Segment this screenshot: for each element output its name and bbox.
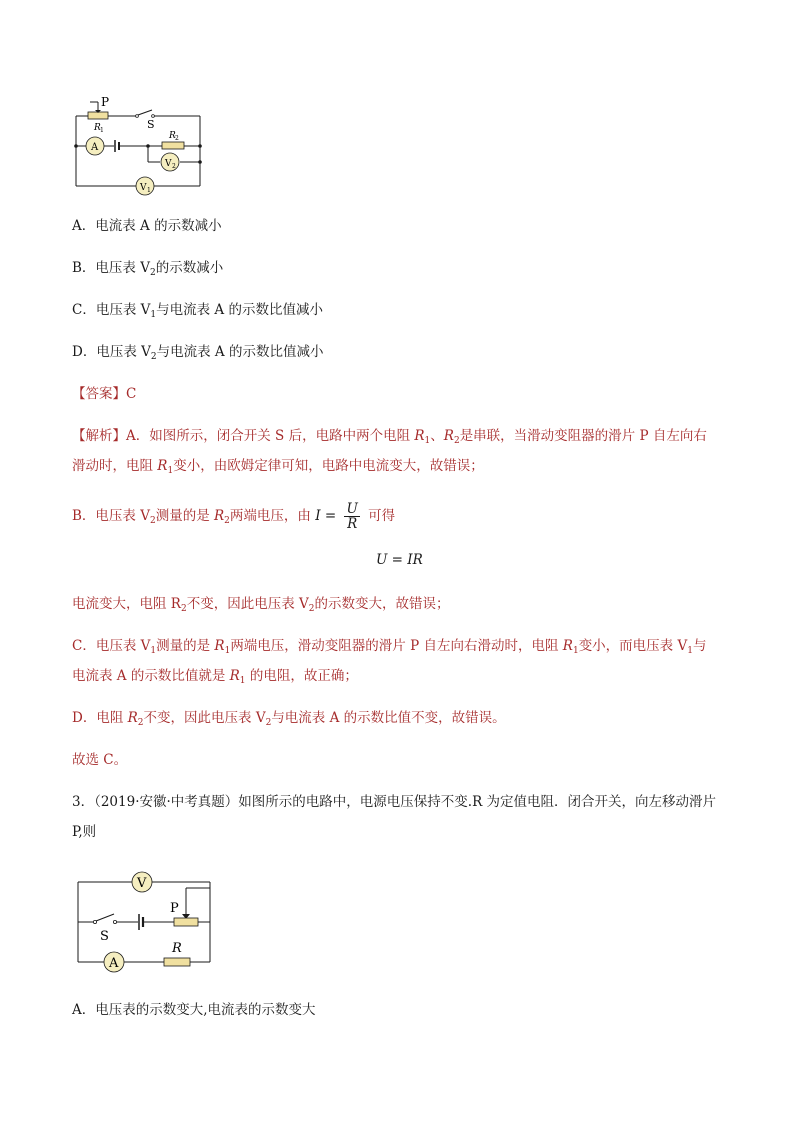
- svg-text:1: 1: [147, 187, 151, 194]
- analysis-a-line1: 【解析】A．如图所示，闭合开关 S 后，电路中两个电阻 $R_1$、$R_2$是串联，当滑动变阻器的滑片 P 自左向右: [72, 428, 707, 446]
- ohms-law-fraction: $\frac{U}{R}$: [346, 501, 358, 532]
- svg-text:V: V: [137, 876, 147, 891]
- option-d: D．电压表 $V_2$与电流表 A 的示数比值减小: [72, 344, 324, 362]
- svg-text:R: R: [169, 131, 176, 141]
- svg-text:1: 1: [100, 127, 104, 134]
- svg-text:R: R: [94, 123, 101, 133]
- svg-text:V: V: [165, 159, 172, 169]
- svg-text:2: 2: [172, 163, 176, 170]
- svg-text:V: V: [140, 183, 147, 193]
- formula: U = IR: [376, 552, 423, 568]
- option-3-a: A．电压表的示数变大,电流表的示数变大: [72, 1002, 316, 1018]
- resistor-r: [164, 958, 190, 966]
- svg-text:S: S: [100, 929, 109, 944]
- svg-text:2: 2: [175, 135, 179, 142]
- option-c: C．电压表 $V_1$与电流表 A 的示数比值减小: [72, 302, 323, 320]
- option-b: B．电压表 $V_2$的示数减小: [72, 260, 224, 278]
- analysis-b-line1: B．电压表 $V_2$测量的是 $R_2$两端电压，由 I = $\frac{U}{R}$ 可得: [72, 501, 396, 532]
- answer-line: 【答案】C: [72, 386, 137, 402]
- analysis-c-line1: C．电压表 $V_1$测量的是 $R_1$两端电压，滑动变阻器的滑片 P 自左向右滑动时，电阻 $R_1$变小，而电压表 $V_1$与: [72, 638, 707, 656]
- analysis-d-line: D．电阻 $R_2$不变，因此电压表 $V_2$与电流表 A 的示数比值不变，故错误。: [72, 710, 506, 728]
- svg-text:P: P: [101, 96, 110, 109]
- analysis-b-line3: 电流变大，电阻 $R_2$不变，因此电压表 $V_2$的示数变大，故错误；: [72, 596, 450, 614]
- question-3-line1: 3．（2019·安徽·中考真题）如图所示的电路中，电源电压保持不变.R 为定值电阻．闭合开关，向左移动滑片: [72, 794, 717, 810]
- resistor-r1: [88, 112, 108, 119]
- svg-text:S: S: [147, 118, 155, 131]
- analysis-c-line2: 电流表 A 的示数比值就是 $R_1$ 的电阻，故正确；: [72, 668, 358, 686]
- svg-text:A: A: [109, 956, 119, 971]
- option-a: A．电流表 A 的示数减小: [72, 218, 222, 234]
- circuit-diagram-1: [68, 96, 208, 196]
- resistor-r2: [162, 142, 184, 149]
- rheostat: [174, 918, 198, 926]
- circuit-diagram-2: [72, 866, 216, 974]
- svg-text:P: P: [170, 901, 179, 916]
- analysis-a-line2: 滑动时，电阻 $R_1$变小，由欧姆定律可知，电路中电流变大，故错误；: [72, 458, 484, 476]
- svg-text:A: A: [91, 142, 99, 153]
- analysis-choose: 故选 C。: [72, 752, 128, 768]
- svg-text:R: R: [172, 941, 182, 956]
- question-3-line2: P,则: [72, 824, 97, 840]
